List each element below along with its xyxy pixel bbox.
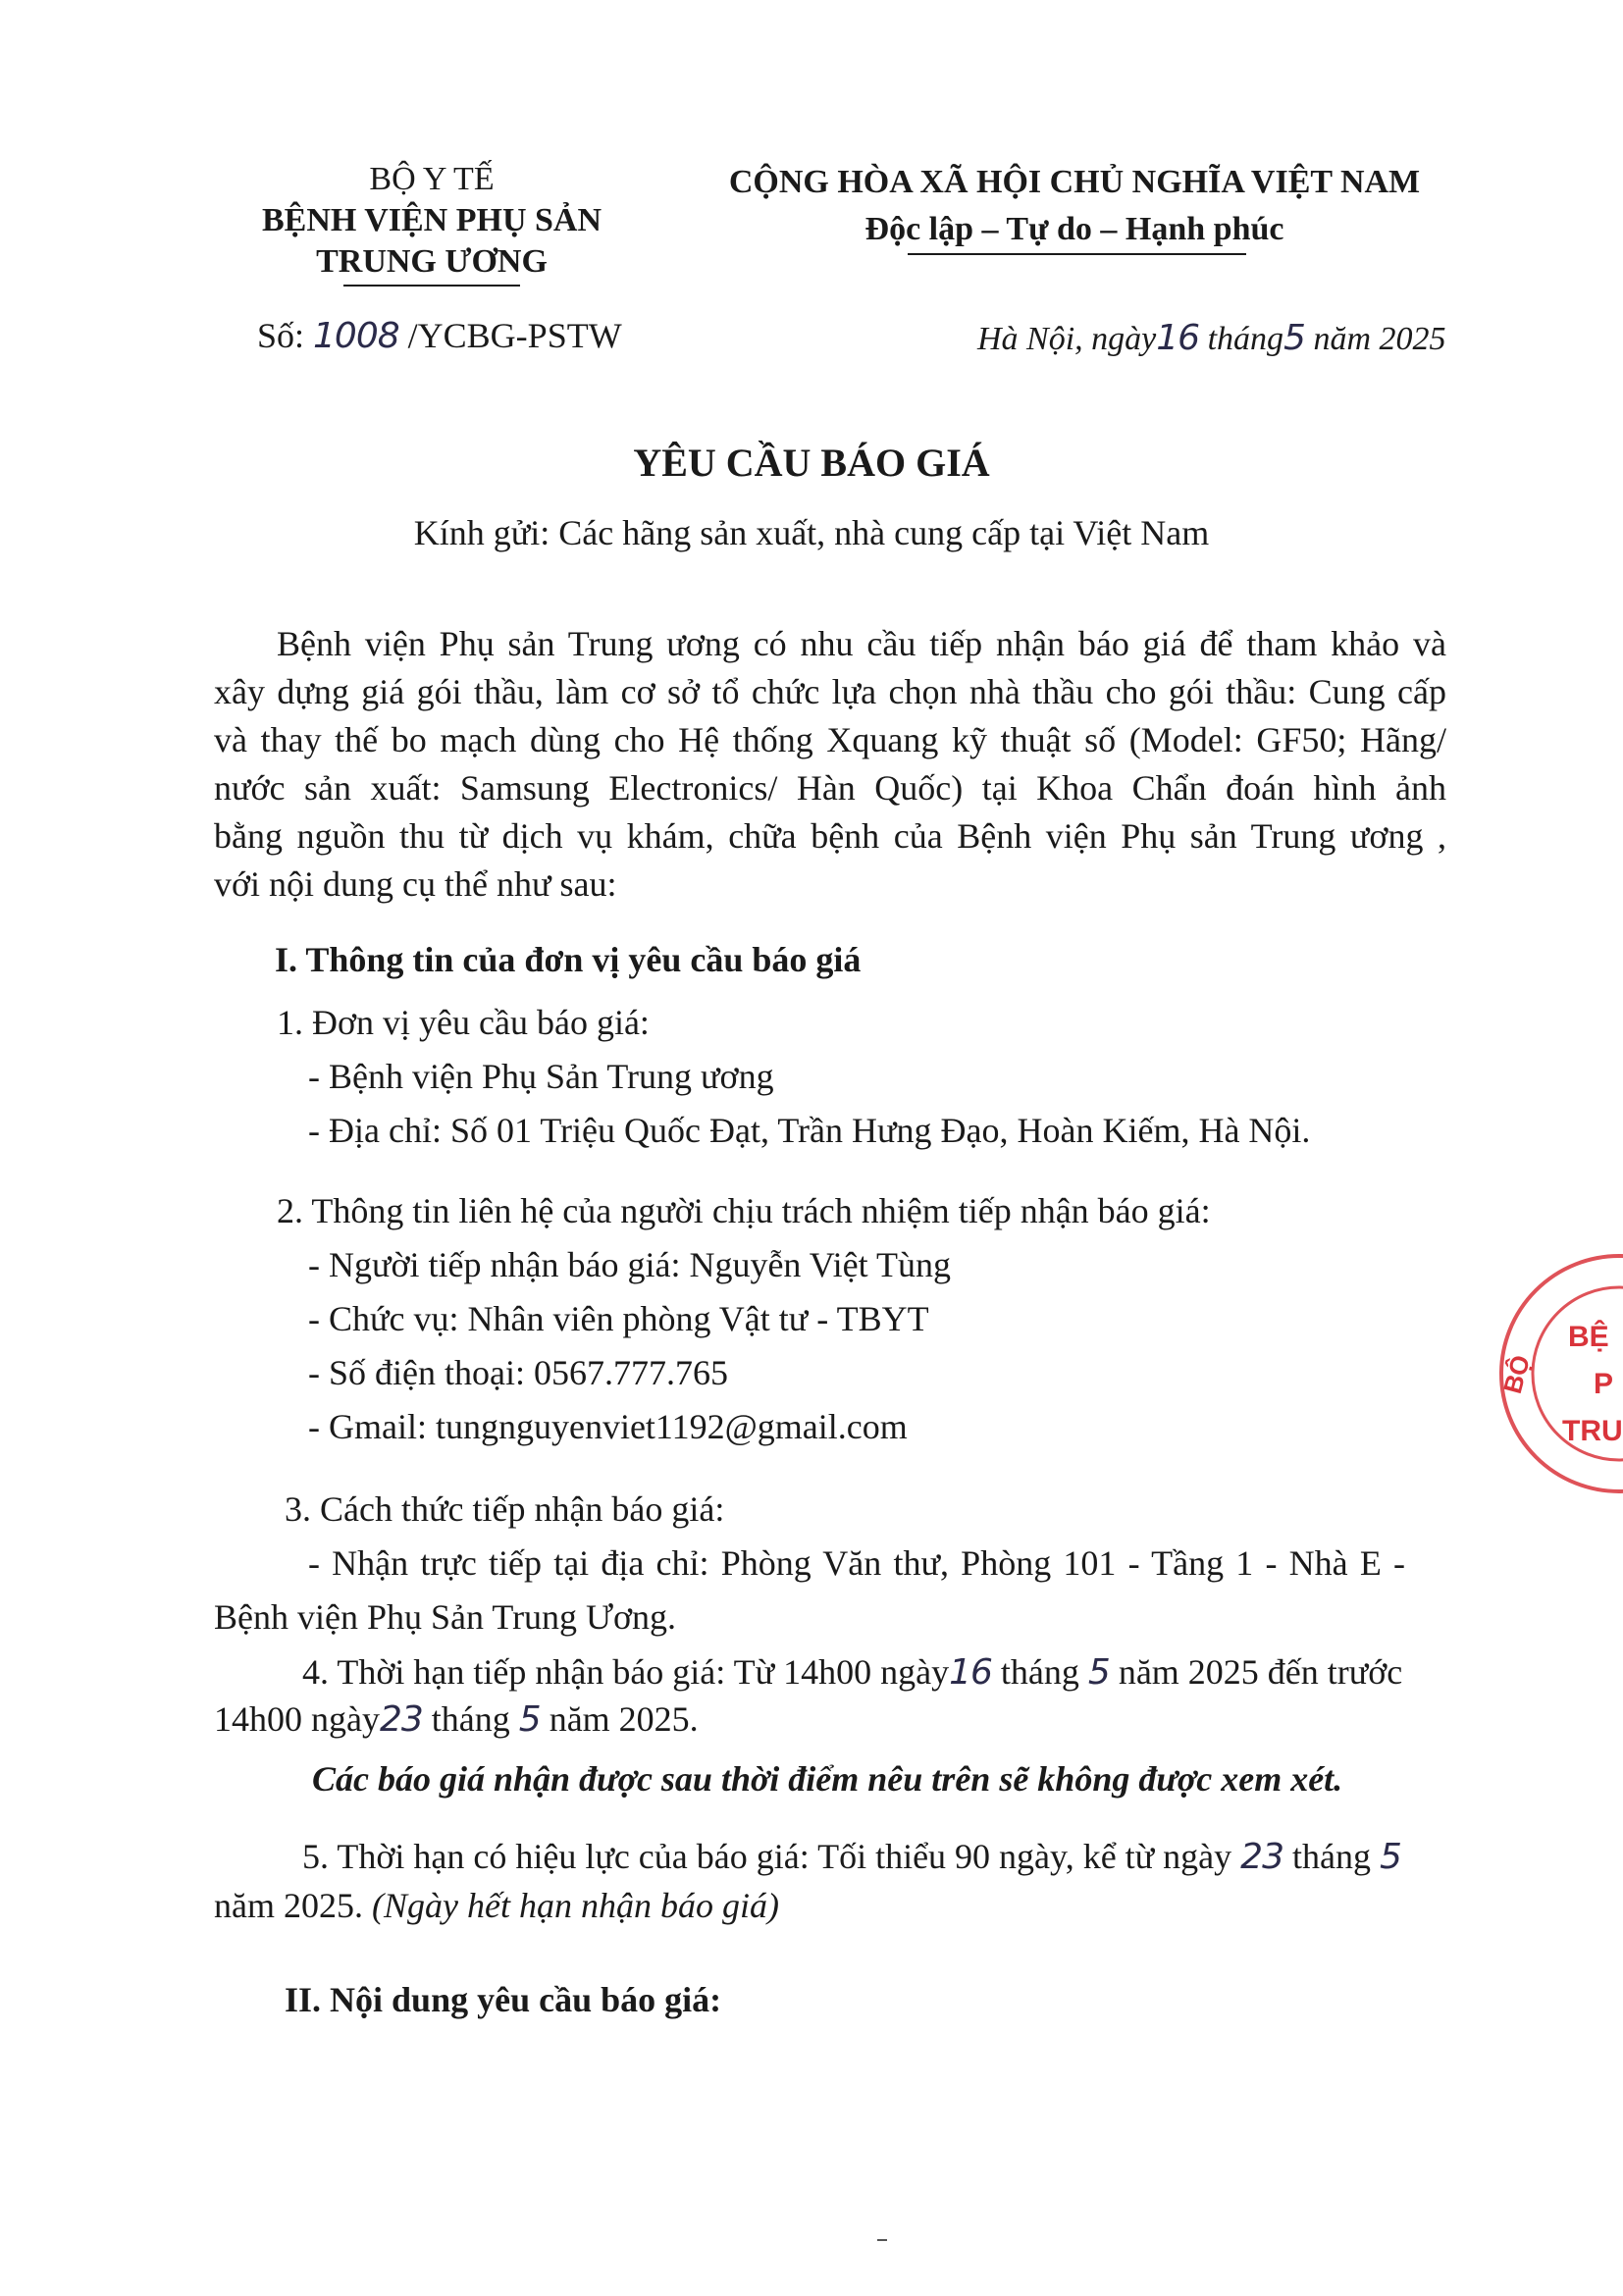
handwritten-end-month: 5 xyxy=(518,1699,541,1740)
intro-line-2: xây dựng giá gói thầu, làm cơ sở tổ chức lựa chọn nhà thầu cho gói thầu: Cung cấp xyxy=(214,672,1446,711)
item-2-line-4: - Gmail: tungnguyenviet1192@gmail.com xyxy=(308,1407,908,1446)
date-year: năm 2025 xyxy=(1313,321,1446,357)
item-1-line-1: - Bệnh viện Phụ Sản Trung ương xyxy=(308,1057,774,1096)
item-4-text-1: 4. Thời hạn tiếp nhận báo giá: Từ 14h00 ngày xyxy=(302,1652,950,1692)
national-header xyxy=(711,159,1438,253)
org-underline xyxy=(343,285,520,287)
intro-line-3: và thay thế bo mạch dùng cho Hệ thống Xquang kỹ thuật số (Model: GF50; Hãng/ xyxy=(214,720,1446,759)
date-prefix: Hà Nội, ngày xyxy=(977,321,1157,357)
scan-mark xyxy=(877,2239,887,2241)
item-4-text-2: tháng xyxy=(1000,1652,1079,1692)
section-2-heading: II. Nội dung yêu cầu báo giá: xyxy=(285,1980,722,2019)
item-2-line-2: - Chức vụ: Nhân viên phòng Vật tư - TBYT xyxy=(308,1299,929,1338)
item-2-line-3: - Số điện thoại: 0567.777.765 xyxy=(308,1353,728,1392)
item-1-title: 1. Đơn vị yêu cầu báo giá: xyxy=(277,1003,650,1042)
handwritten-end-day: 23 xyxy=(379,1699,423,1740)
item-5-text-2: tháng xyxy=(1291,1837,1371,1876)
intro-line-5: bằng nguồn thu từ dịch vụ khám, chữa bệnh của Bệnh viện Phụ sản Trung ương , xyxy=(214,816,1446,856)
date-month-label: tháng xyxy=(1207,321,1284,357)
document-number xyxy=(257,316,622,356)
late-submission-notice: Các báo giá nhận được sau thời điểm nêu trên sẽ không được xem xét. xyxy=(312,1759,1343,1799)
item-1-line-2: - Địa chỉ: Số 01 Triệu Quốc Đạt, Trần Hưng Đạo, Hoàn Kiếm, Hà Nội. xyxy=(308,1111,1311,1150)
item-4-text-4: 14h00 ngày xyxy=(214,1699,380,1739)
intro-paragraph xyxy=(214,624,1446,913)
hospital-name-line2: TRUNG ƯƠNG xyxy=(316,243,548,280)
intro-line-1: Bệnh viện Phụ sản Trung ương có nhu cầu tiếp nhận báo giá để tham khảo và xyxy=(277,624,1446,663)
item-2-line-1: - Người tiếp nhận báo giá: Nguyễn Việt Tùng xyxy=(308,1245,951,1284)
handwritten-validity-month: 5 xyxy=(1379,1837,1401,1877)
seal-text-line-1: BỆ xyxy=(1568,1321,1609,1353)
handwritten-doc-number: 1008 xyxy=(313,316,399,356)
item-4-text-3: năm 2025 đến trước xyxy=(1118,1652,1403,1692)
ministry-name: BỘ Y TẾ xyxy=(369,161,495,197)
hospital-name-line1: BỆNH VIỆN PHỤ SẢN xyxy=(261,202,602,238)
document-date xyxy=(977,319,1446,359)
country-name: CỘNG HÒA XÃ HỘI CHỦ NGHĨA VIỆT NAM xyxy=(728,164,1421,200)
item-5-line-2 xyxy=(214,1886,779,1925)
red-seal-stamp xyxy=(1492,1246,1623,1501)
section-1-heading: I. Thông tin của đơn vị yêu cầu báo giá xyxy=(275,940,862,979)
recipient-line: Kính gửi: Các hãng sản xuất, nhà cung cấp tại Việt Nam xyxy=(413,513,1210,552)
issuing-organization xyxy=(226,159,638,283)
document-title: YÊU CẦU BÁO GIÁ xyxy=(633,441,990,485)
motto-underline xyxy=(908,253,1246,255)
intro-line-4: nước sản xuất: Samsung Electronics/ Hàn Quốc) tại Khoa Chẩn đoán hình ảnh xyxy=(214,768,1446,808)
national-motto: Độc lập – Tự do – Hạnh phúc xyxy=(864,211,1284,247)
handwritten-day: 16 xyxy=(1156,318,1200,358)
seal-text-line-3: TRU xyxy=(1562,1415,1623,1447)
item-5-note: (Ngày hết hạn nhận báo giá) xyxy=(371,1886,779,1925)
handwritten-start-month: 5 xyxy=(1087,1652,1110,1693)
doc-no-label: Số: xyxy=(257,316,305,355)
item-3-line-1: - Nhận trực tiếp tại địa chỉ: Phòng Văn thư, Phòng 101 - Tầng 1 - Nhà E - xyxy=(308,1543,1405,1583)
seal-ring-text: BỘ xyxy=(1496,1351,1537,1397)
doc-no-suffix: /YCBG-PSTW xyxy=(407,316,622,355)
item-4-text-6: năm 2025. xyxy=(549,1699,699,1739)
intro-line-6: với nội dung cụ thể như sau: xyxy=(214,864,617,904)
handwritten-start-day: 16 xyxy=(949,1652,992,1693)
item-2-title: 2. Thông tin liên hệ của người chịu trách nhiệm tiếp nhận báo giá: xyxy=(277,1191,1211,1230)
seal-graphic xyxy=(1492,1246,1623,1501)
item-3-title: 3. Cách thức tiếp nhận báo giá: xyxy=(285,1489,725,1529)
handwritten-month: 5 xyxy=(1283,318,1305,358)
seal-text-line-2: P xyxy=(1594,1368,1614,1400)
item-4-text-5: tháng xyxy=(431,1699,510,1739)
item-5-text-3: năm 2025. xyxy=(214,1886,363,1925)
item-4-line-2 xyxy=(214,1699,699,1740)
item-3-line-2: Bệnh viện Phụ Sản Trung Ương. xyxy=(214,1597,677,1637)
handwritten-validity-day: 23 xyxy=(1240,1837,1283,1877)
item-4-line-1 xyxy=(302,1652,1402,1693)
item-5-text-1: 5. Thời hạn có hiệu lực của báo giá: Tối thiểu 90 ngày, kể từ ngày xyxy=(302,1837,1232,1876)
item-5-line-1 xyxy=(302,1837,1401,1877)
